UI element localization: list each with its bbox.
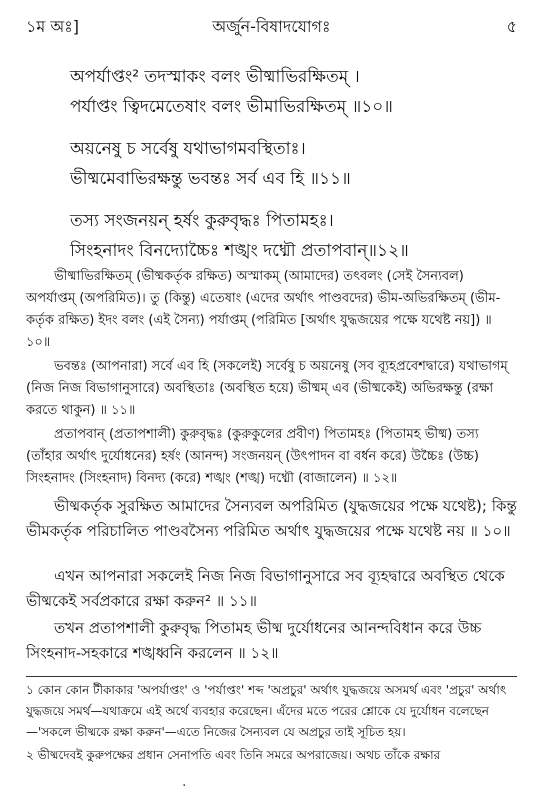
verse-line: সিংহনাদং বিনদ্যোচ্চৈঃ শঙ্খং দধ্মৌ প্রতাপবান্॥১২॥ [70,241,409,261]
bottom-mark: · [182,778,187,794]
verse-line: অয়নেষু চ সর্বেষু যথাভাগমবস্থিতাঃ। [70,139,306,159]
page-header [26,8,517,36]
word-meaning-11 [26,356,517,422]
translation-text: তখন প্রতাপশালী কুরুবৃদ্ধ পিতামহ ভীষ্ম দুর্যোধনের আনন্দবিধান করে উচ্চ সিংহনাদ-সহকারে শঙ্খধ্বনি করলেন ॥ ১২॥ [26,619,482,662]
sanskrit-verses [70,62,507,278]
footnote-2: ২ ভীষ্মদেবই কুরুপক্ষের প্রধান সেনাপতি এবং তিনি সমরে অপরাজেয়। অথচ তাঁকে রক্ষার [26,748,441,762]
chapter-title: অর্জুন-বিষাদযোগঃ [212,17,331,36]
footnotes [26,680,517,768]
chapter-label: ১ম অঃ] [26,17,79,36]
translation-11 [26,564,517,614]
word-meaning-text: ভীষ্মাভিরক্ষিতম্ (ভীষ্মকর্তৃক রক্ষিত) অস্মাকম্ (আমাদের) তৎবলং (সেই সৈন্যবল) অপর্যাপ্তম্ (অপরিমিত)। তু (কিন্তু) এতেষাং (এদের অর্থাৎ পাণ্ডবদের) ভীম-অভিরক্ষিতম্ (ভীম-কর্তৃক রক্ষিত) ইদং বলং (এই সৈন্য) পর্যাপ্তম্ (পরিমিত [অর্থাৎ যুদ্ধজয়ের পক্ষে যথেষ্ট নয়]) ॥ ১০॥ [26,269,501,350]
footnote-divider [26,676,517,677]
verse-line: পর্যাপ্তং ত্বিদমেতেষাং বলং ভীমাভিরক্ষিতম্ ॥১০॥ [70,97,393,117]
verse-10 [70,62,507,122]
translation-text: এখন আপনারা সকলেই নিজ নিজ বিভাগানুসারে সব ব্যূহদ্বারে অবস্থিত থেকে ভীষ্মকেই সর্বপ্রকারে রক্ষা করুন² ॥ ১১॥ [26,567,505,610]
translation-10 [26,494,517,544]
footnote-1: ১ কোন কোন টীকাকার 'অপর্যাপ্তং' ও 'পর্যাপ্তং' শব্দ 'অপ্রচুর' অর্থাৎ যুদ্ধজয়ে অসমর্থ এবং 'প্রচুর' অর্থাৎ যুদ্ধজয়ে সমর্থ—যথাক্রমে এই অর্থে ব্যবহার করেছেন। এঁদের মতে পরের শ্লোকে যে দুর্যোধন বলেছেন—'সকলে ভীষ্মকে রক্ষা করুন'—এতে নিজের সৈন্যবল যে অপ্রচুর তাই সূচিত হয়। [26,683,507,739]
page-number: ৫ [506,17,517,36]
translation-text: ভীষ্মকর্তৃক সুরক্ষিত আমাদের সৈন্যবল অপরিমিত (যুদ্ধজয়ের পক্ষে যথেষ্ট); কিন্তু ভীমকর্তৃক পরিচালিত পাণ্ডবসৈন্য পরিমিত অর্থাৎ যুদ্ধজয়ের পক্ষে যথেষ্ট নয় ॥ ১০॥ [26,497,517,540]
verse-line: ভীষ্মমেবাভিরক্ষন্তু ভবন্তঃ সর্ব এব হি ॥১১॥ [70,169,351,189]
word-meaning-12 [26,424,517,490]
word-meaning-text: ভবন্তঃ (আপনারা) সর্বে এব হি (সকলেই) সর্বেষু চ অয়নেষু (সব ব্যূহপ্রবেশদ্বারে) যথাভাগম্ (নিজ নিজ বিভাগানুসারে) অবস্থিতাঃ (অবস্থিত হয়ে) ভীষ্মম্ এব (ভীষ্মকেই) অভিরক্ষন্তু (রক্ষা করতে থাকুন) ॥ ১১॥ [26,359,508,418]
verse-12 [70,206,507,266]
word-meaning-10 [26,266,517,354]
verse-line: তস্য সংজনয়ন্ হর্ষং কুরুবৃদ্ধঃ পিতামহঃ। [70,211,334,231]
translation-12 [26,616,517,666]
word-meaning-text: প্রতাপবান্ (প্রতাপশালী) কুরুবৃদ্ধঃ (কুরুকুলের প্রবীণ) পিতামহঃ (পিতামহ ভীষ্ম) তস্য (তাঁহার অর্থাৎ দুর্যোধনের) হর্ষং (আনন্দ) সংজনয়ন্ (উৎপাদন বা বর্ধন করে) উচ্চৈঃ (উচ্চ) সিংহনাদং (সিংহনাদ) বিনদ্য (করে) শঙ্খং (শঙ্খ) দধ্মৌ (বাজালেন) ॥ ১২॥ [26,427,479,486]
verse-11 [70,134,507,194]
verse-line: অপর্যাপ্তং² তদস্মাকং বলং ভীষ্মাভিরক্ষিতম্ । [70,67,360,87]
